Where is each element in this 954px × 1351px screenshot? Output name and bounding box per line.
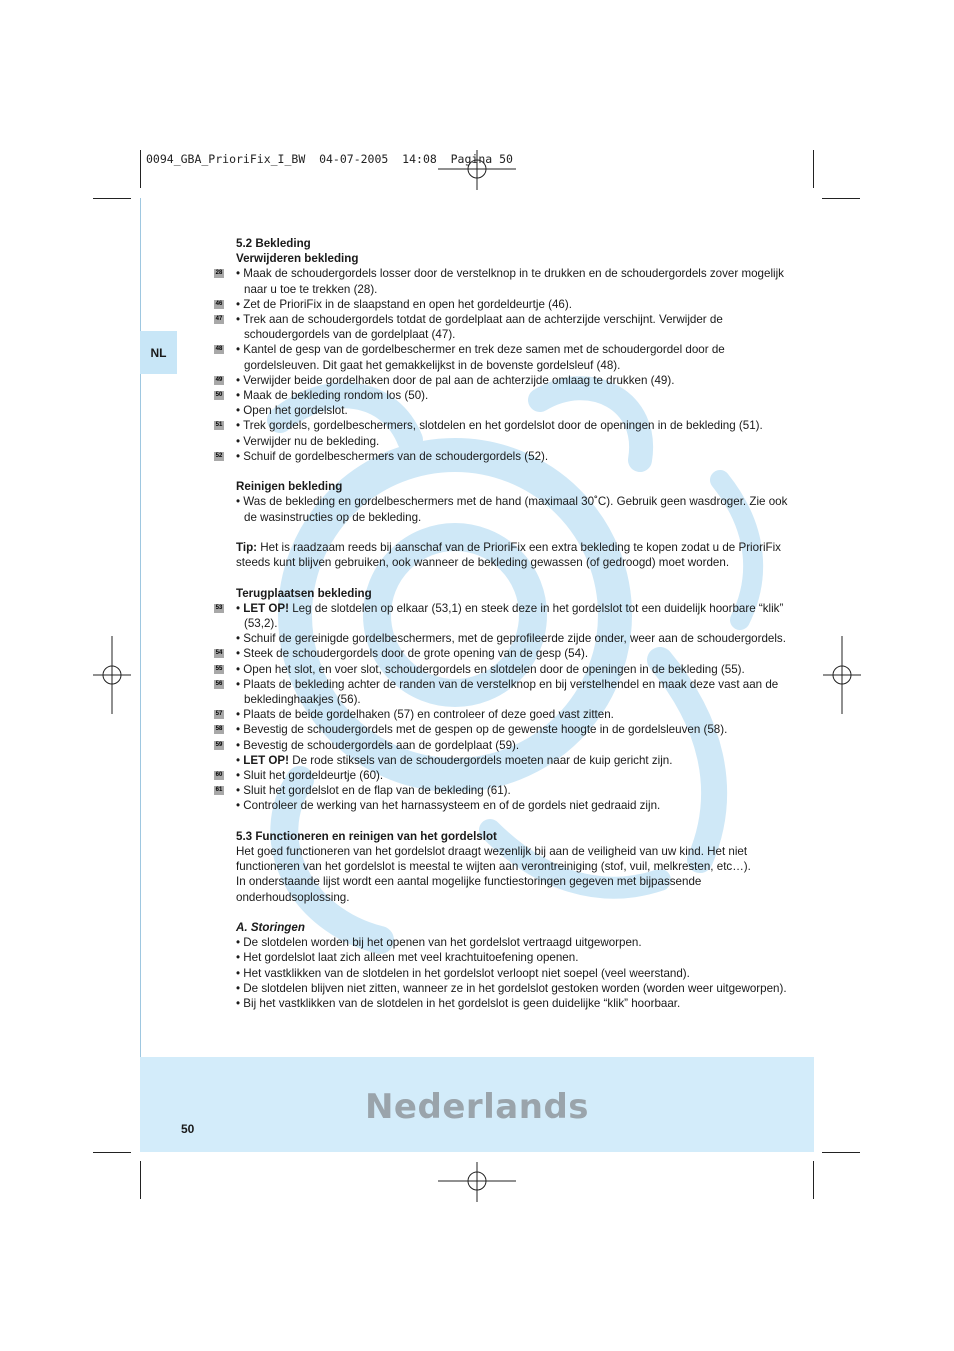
list-item-text: • Was de bekleding en gordelbeschermers met de hand (maximaal 30˚C). Gebruik geen wasdroger. Zie ook de wasinstructies op de bekleding. <box>236 495 788 524</box>
list-item-text: • Verwijder beide gordelhaken door de pal aan de achterzijde omlaag te drukken (49). <box>236 373 675 387</box>
list-item: 56 • Plaats de bekleding achter de randen van de verstelknop en bij verstelhendel en maak deze vast aan de bekledinghaakjes (56). <box>215 677 779 707</box>
list-item: 60 • Sluit het gordeldeurtje (60). <box>215 769 384 783</box>
list-item <box>236 494 796 524</box>
crop-mark <box>93 1152 131 1153</box>
warning-label: LET OP! <box>243 753 290 767</box>
removing-list <box>215 266 796 464</box>
list-item: • Schuif de gereinigde gordelbeschermers, met de geprofileerde zijde onder, weer aan de schoudergordels. <box>236 632 786 646</box>
figure-ref-badge: 28 <box>215 270 223 277</box>
list-item-text: Steek de schoudergordels door de grote opening van de gesp (54). <box>243 647 589 661</box>
list-item: • Controleer de werking van het harnassysteem en of de gordels niet gedraaid zijn. <box>236 799 661 813</box>
list-item: • De slotdelen blijven niet zitten, wanneer ze in het gordelslot gestoken worden (worden weer uitgeworpen). <box>236 981 787 995</box>
list-item: • De slotdelen worden bij het openen van het gordelslot vertraagd uitgeworpen. <box>236 936 642 950</box>
registration-mark-icon <box>823 636 861 714</box>
paragraph: In onderstaande lijst wordt een aantal mogelijke functiestoringen gegeven met bijpassende onderhoudsoplossing. <box>236 875 702 904</box>
refit-list <box>215 601 796 814</box>
figure-ref-badge: 56 <box>215 680 223 687</box>
cleaning-list <box>236 494 796 524</box>
list-item <box>215 266 796 296</box>
figure-ref-badge: 51 <box>215 422 223 429</box>
list-item-text: Sluit het gordelslot en de flap van de bekleding (61). <box>243 784 511 798</box>
crop-mark <box>140 150 141 188</box>
figure-ref-badge: 58 <box>215 726 223 733</box>
list-item: 61 • Sluit het gordelslot en de flap van de bekleding (61). <box>215 784 511 798</box>
list-item: • Het vastklikken van de slotdelen in het gordelslot verloopt niet soepel (veel weerstand). <box>236 966 690 980</box>
list-item-text: • Zet de PrioriFix in de slaapstand en open het gordeldeurtje (46). <box>236 297 572 311</box>
print-slug: 0094_GBA_PrioriFix_I_BW 04-07-2005 14:08 Pagina 50 <box>146 152 513 166</box>
crop-mark <box>93 198 131 199</box>
list-item-text: Plaats de beide gordelhaken (57) en controleer of deze goed vast zitten. <box>243 708 614 722</box>
figure-ref-badge: 49 <box>215 376 223 383</box>
page-number: 50 <box>181 1122 195 1136</box>
figure-ref-badge: 59 <box>215 741 223 748</box>
section-title: 5.3 Functioneren en reinigen van het gordelslot <box>236 829 497 843</box>
list-item <box>215 373 796 388</box>
language-tab: NL <box>140 331 177 374</box>
figure-ref-badge: 57 <box>215 711 223 718</box>
list-item: • Bij het vastklikken van de slotdelen in het gordelslot is geen duidelijke “klik” hoorbaar. <box>236 997 681 1011</box>
tip-paragraph <box>236 540 796 570</box>
list-item-text: Bevestig de schoudergordels aan de gordelplaat (59). <box>243 738 520 752</box>
list-item: • LET OP! De rode stiksels van de schoudergordels moeten naar de kuip gericht zijn. <box>236 753 673 767</box>
list-item-text: • Verwijder nu de bekleding. <box>236 434 380 448</box>
figure-ref-badge: 60 <box>215 772 223 779</box>
figure-ref-badge: 53 <box>215 604 223 611</box>
list-item-text: • Trek gordels, gordelbeschermers, slotdelen en het gordelslot door de openingen in de bekleding (51). <box>236 419 763 433</box>
figure-ref-badge: 52 <box>215 452 223 459</box>
footer-band <box>140 1057 814 1152</box>
warning-label: LET OP! <box>243 601 290 615</box>
list-item <box>215 312 796 342</box>
tip-text: Het is raadzaam reeds bij aanschaf van de PrioriFix een extra bekleding te kopen zodat u de PrioriFix steeds kunt blijven gebruiken, ook wanneer de bekleding gewassen (of gedroogd) moet worden. <box>236 541 781 570</box>
list-item-text: Bevestig de schoudergordels met de gespen op de gewenste hoogte in de gordelsleuven (58). <box>243 723 728 737</box>
crop-mark <box>813 150 814 188</box>
main-content <box>215 236 796 1011</box>
list-item-text: De rode stiksels van de schoudergordels moeten naar de kuip gericht zijn. <box>289 753 673 767</box>
figure-ref-badge: 61 <box>215 787 223 794</box>
crop-mark <box>822 198 860 199</box>
list-item: 55 • Open het slot, en voer slot, schoudergordels en slotdelen door de openingen in de bekleding (55). <box>215 662 745 676</box>
crop-mark <box>822 1152 860 1153</box>
figure-ref-badge: 55 <box>215 665 223 672</box>
list-item: 58 • Bevestig de schoudergordels met de gespen op de gewenste hoogte in de gordelsleuven (58). <box>215 723 728 737</box>
list-item-text: • Schuif de gordelbeschermers van de schoudergordels (52). <box>236 449 549 463</box>
list-item: 57 • Plaats de beide gordelhaken (57) en controleer of deze goed vast zitten. <box>215 708 614 722</box>
list-item-text: • Kantel de gesp van de gordelbeschermer en trek deze samen met de schoudergordel door de gordelsleuven. Dit gaat het gemakkelijkst in de bovenste gordelsleuf (48). <box>236 343 725 372</box>
crop-mark <box>813 1161 814 1199</box>
registration-mark-icon <box>438 150 516 190</box>
list-item-text: Schuif de gereinigde gordelbeschermers, met de geprofileerde zijde onder, weer aan de schoudergordels. <box>243 632 786 646</box>
crop-mark <box>140 1161 141 1199</box>
list-item-text: • Open het gordelslot. <box>236 404 348 418</box>
figure-ref-badge: 47 <box>215 316 223 323</box>
list-item <box>215 297 796 312</box>
subsection-title: Reinigen bekleding <box>236 480 343 494</box>
list-item-text: Sluit het gordeldeurtje (60). <box>243 769 384 783</box>
list-item <box>215 388 796 403</box>
list-item-text: • Trek aan de schoudergordels totdat de gordelplaat aan de achterzijde verschijnt. Verwijder de schoudergordels van de gordelplaat (47). <box>236 313 723 342</box>
section-title: 5.2 Bekleding <box>236 237 311 250</box>
list-item-text: Controleer de werking van het harnassysteem en of de gordels niet gedraaid zijn. <box>243 799 661 813</box>
list-item <box>236 434 796 449</box>
registration-mark-icon <box>438 1162 516 1202</box>
list-item-text: Plaats de bekleding achter de randen van de verstelknop en bij verstelhendel en maak deze vast aan de bekledinghaakjes (56). <box>243 677 779 707</box>
list-item-text: • Maak de schoudergordels losser door de verstelknop in te drukken en de schoudergordels zover mogelijk naar u toe te trekken (28). <box>236 267 784 296</box>
subsection-title: Verwijderen bekleding <box>236 252 359 266</box>
subsection-title: Terugplaatsen bekleding <box>236 586 372 600</box>
tip-label: Tip: <box>236 541 258 555</box>
footer-title: Nederlands <box>364 1087 590 1127</box>
list-item-text: • Maak de bekleding rondom los (50). <box>236 389 429 403</box>
list-item-text: Leg de slotdelen op elkaar (53,1) en steek deze in het gordelslot tot een duidelijk hoorbare “klik” (53,2). <box>244 601 784 631</box>
list-item: 59 • Bevestig de schoudergordels aan de gordelplaat (59). <box>215 738 520 752</box>
figure-ref-badge: 54 <box>215 650 223 657</box>
paragraph: Het goed functioneren van het gordelslot draagt wezenlijk bij aan de veiligheid van uw kind. Het niet functioneren van het gordelslot is meestal te wijten aan verontreiniging (stof, vuil, melkresten, etc…). <box>236 845 751 874</box>
list-item <box>215 418 796 433</box>
list-item: 53 • LET OP! Leg de slotdelen op elkaar (53,1) en steek deze in het gordelslot tot een duidelijk hoorbare “klik” (53,2). <box>215 601 784 631</box>
list-item: • Het gordelslot laat zich alleen met veel krachtuitoefening openen. <box>236 951 579 965</box>
figure-ref-badge: 46 <box>215 300 223 307</box>
list-item <box>215 342 796 372</box>
figure-ref-badge: 50 <box>215 392 223 399</box>
subsection-title: A. Storingen <box>236 921 305 935</box>
registration-mark-icon <box>93 636 131 714</box>
list-item-text: Open het slot, en voer slot, schoudergordels en slotdelen door de openingen in de bekleding (55). <box>243 662 745 676</box>
list-item <box>236 403 796 418</box>
list-item: 54 • Steek de schoudergordels door de grote opening van de gesp (54). <box>215 647 589 661</box>
figure-ref-badge: 48 <box>215 346 223 353</box>
list-item <box>215 449 796 464</box>
failures-list <box>236 935 796 1011</box>
